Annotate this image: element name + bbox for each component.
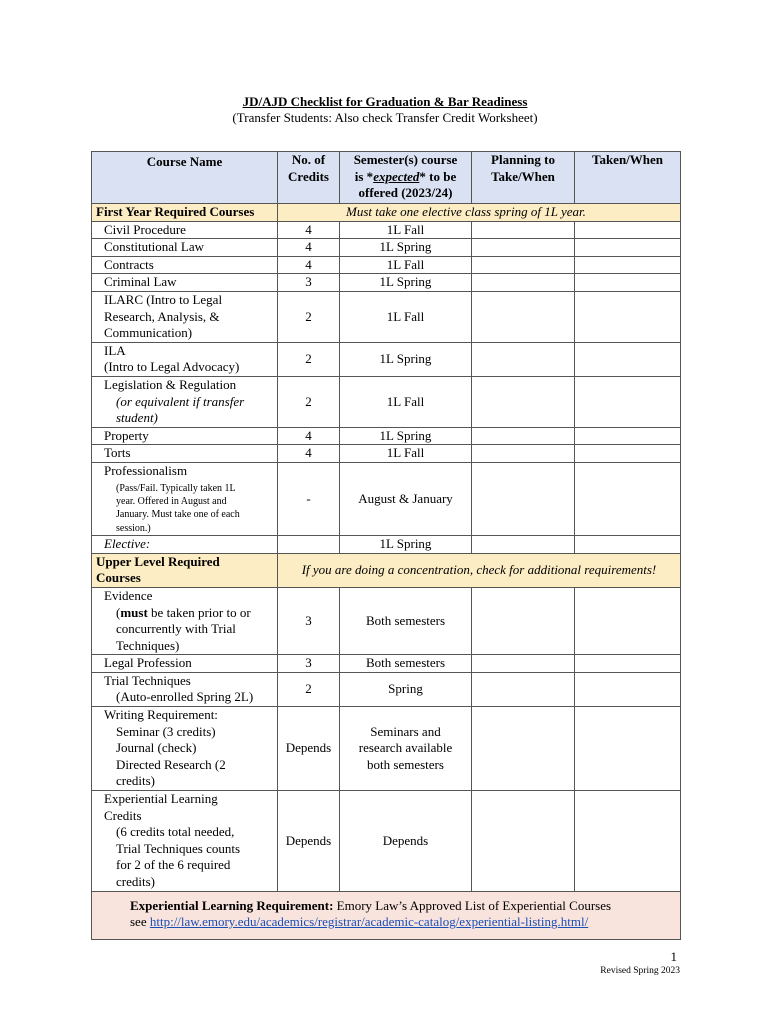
- planning-cell[interactable]: [472, 672, 575, 706]
- experiential-requirement-note: Experiential Learning Requirement: Emory Law’s Approved List of Experiential Courses see http://law.emory.edu/academics/registrar/academic-catalog/experiential-listing.html/: [92, 891, 681, 939]
- page-subtitle: (Transfer Students: Also check Transfer Credit Worksheet): [232, 110, 538, 125]
- course-name: ILARC (Intro to Legal Research, Analysis, & Communication): [92, 291, 278, 342]
- course-name: Contracts: [92, 256, 278, 274]
- course-credits: 4: [278, 445, 340, 463]
- course-credits: 3: [278, 655, 340, 673]
- course-semester: August & January: [340, 462, 472, 535]
- course-name: Evidence (must be taken prior to or concurrently with Trial Techniques): [92, 587, 278, 654]
- taken-cell[interactable]: [575, 462, 681, 535]
- table-row: [92, 342, 681, 376]
- course-credits: 2: [278, 291, 340, 342]
- upper-level-heading: Upper Level Required Courses: [92, 553, 278, 587]
- taken-cell[interactable]: [575, 655, 681, 673]
- course-credits: 3: [278, 587, 340, 654]
- taken-cell[interactable]: [575, 707, 681, 791]
- course-credits: [278, 536, 340, 554]
- course-semester: 1L Fall: [340, 376, 472, 427]
- planning-cell[interactable]: [472, 427, 575, 445]
- planning-cell[interactable]: [472, 221, 575, 239]
- table-row: [92, 655, 681, 673]
- course-credits: Depends: [278, 791, 340, 892]
- table-row: [92, 221, 681, 239]
- course-semester: Both semesters: [340, 587, 472, 654]
- experiential-requirement-row: [92, 891, 681, 939]
- checklist-table: [91, 151, 681, 940]
- planning-cell[interactable]: [472, 274, 575, 292]
- taken-cell[interactable]: [575, 791, 681, 892]
- planning-cell[interactable]: [472, 445, 575, 463]
- course-semester: 1L Spring: [340, 274, 472, 292]
- col-semester: Semester(s) course is *expected* to be offered (2023/24): [340, 152, 472, 204]
- table-row: [92, 239, 681, 257]
- section-first-year: [92, 204, 681, 222]
- table-row: [92, 445, 681, 463]
- planning-cell[interactable]: [472, 462, 575, 535]
- table-row: [92, 707, 681, 791]
- course-semester: 1L Spring: [340, 536, 472, 554]
- taken-cell[interactable]: [575, 427, 681, 445]
- course-name: Constitutional Law: [92, 239, 278, 257]
- course-name: Writing Requirement: Seminar (3 credits) Journal (check) Directed Research (2 credits): [92, 707, 278, 791]
- planning-cell[interactable]: [472, 707, 575, 791]
- taken-cell[interactable]: [575, 672, 681, 706]
- table-header-row: [92, 152, 681, 204]
- table-row: [92, 274, 681, 292]
- planning-cell[interactable]: [472, 655, 575, 673]
- course-name: Experiential Learning Credits (6 credits total needed, Trial Techniques counts for 2 of the 6 required credits): [92, 791, 278, 892]
- experiential-listing-link[interactable]: http://law.emory.edu/academics/registrar/academic-catalog/experiential-listing.html/: [149, 914, 589, 930]
- course-semester: 1L Fall: [340, 256, 472, 274]
- course-credits: 2: [278, 376, 340, 427]
- course-name: Professionalism (Pass/Fail. Typically taken 1L year. Offered in August and January. Must take one of each session.): [92, 462, 278, 535]
- course-credits: 2: [278, 342, 340, 376]
- table-row: [92, 672, 681, 706]
- course-credits: Depends: [278, 707, 340, 791]
- section-upper-level: [92, 553, 681, 587]
- course-semester: Spring: [340, 672, 472, 706]
- course-name: Torts: [92, 445, 278, 463]
- table-row: [92, 376, 681, 427]
- upper-level-note: If you are doing a concentration, check for additional requirements!: [278, 553, 681, 587]
- taken-cell[interactable]: [575, 536, 681, 554]
- col-credits: No. of Credits: [278, 152, 340, 204]
- taken-cell[interactable]: [575, 376, 681, 427]
- revised-date: Revised Spring 2023: [600, 966, 680, 976]
- course-credits: 2: [278, 672, 340, 706]
- course-credits: 4: [278, 239, 340, 257]
- course-credits: 4: [278, 427, 340, 445]
- taken-cell[interactable]: [575, 256, 681, 274]
- col-planning: Planning to Take/When: [472, 152, 575, 204]
- planning-cell[interactable]: [472, 536, 575, 554]
- first-year-heading: First Year Required Courses: [92, 204, 278, 222]
- elective-label: Elective:: [92, 536, 278, 554]
- table-row: [92, 462, 681, 535]
- planning-cell[interactable]: [472, 342, 575, 376]
- first-year-note: Must take one elective class spring of 1L year.: [278, 204, 681, 222]
- planning-cell[interactable]: [472, 376, 575, 427]
- course-credits: 3: [278, 274, 340, 292]
- table-row: [92, 427, 681, 445]
- course-credits: 4: [278, 221, 340, 239]
- planning-cell[interactable]: [472, 256, 575, 274]
- table-row: [92, 256, 681, 274]
- table-row: [92, 587, 681, 654]
- course-semester: 1L Spring: [340, 427, 472, 445]
- taken-cell[interactable]: [575, 445, 681, 463]
- course-semester: Depends: [340, 791, 472, 892]
- taken-cell[interactable]: [575, 587, 681, 654]
- course-name: ILA (Intro to Legal Advocacy): [92, 342, 278, 376]
- table-row: [92, 791, 681, 892]
- taken-cell[interactable]: [575, 274, 681, 292]
- course-name: Civil Procedure: [92, 221, 278, 239]
- course-name: Property: [92, 427, 278, 445]
- planning-cell[interactable]: [472, 587, 575, 654]
- course-semester: 1L Fall: [340, 221, 472, 239]
- planning-cell[interactable]: [472, 291, 575, 342]
- page-number: 1: [670, 949, 677, 964]
- course-name: Criminal Law: [92, 274, 278, 292]
- course-credits: 4: [278, 256, 340, 274]
- course-semester: 1L Spring: [340, 342, 472, 376]
- col-course-name: Course Name: [92, 152, 278, 204]
- taken-cell[interactable]: [575, 291, 681, 342]
- taken-cell[interactable]: [575, 221, 681, 239]
- course-semester: Both semesters: [340, 655, 472, 673]
- planning-cell[interactable]: [472, 239, 575, 257]
- course-semester: 1L Spring: [340, 239, 472, 257]
- page-title: JD/AJD Checklist for Graduation & Bar Readiness: [242, 94, 528, 109]
- taken-cell[interactable]: [575, 342, 681, 376]
- course-semester: Seminars and research available both semesters: [340, 707, 472, 791]
- course-credits: -: [278, 462, 340, 535]
- col-taken: Taken/When: [575, 152, 681, 204]
- taken-cell[interactable]: [575, 239, 681, 257]
- table-row: [92, 291, 681, 342]
- table-row: [92, 536, 681, 554]
- course-name: Trial Techniques (Auto-enrolled Spring 2L): [92, 672, 278, 706]
- course-name: Legal Profession: [92, 655, 278, 673]
- planning-cell[interactable]: [472, 791, 575, 892]
- course-semester: 1L Fall: [340, 291, 472, 342]
- course-semester: 1L Fall: [340, 445, 472, 463]
- course-name: Legislation & Regulation (or equivalent if transfer student): [92, 376, 278, 427]
